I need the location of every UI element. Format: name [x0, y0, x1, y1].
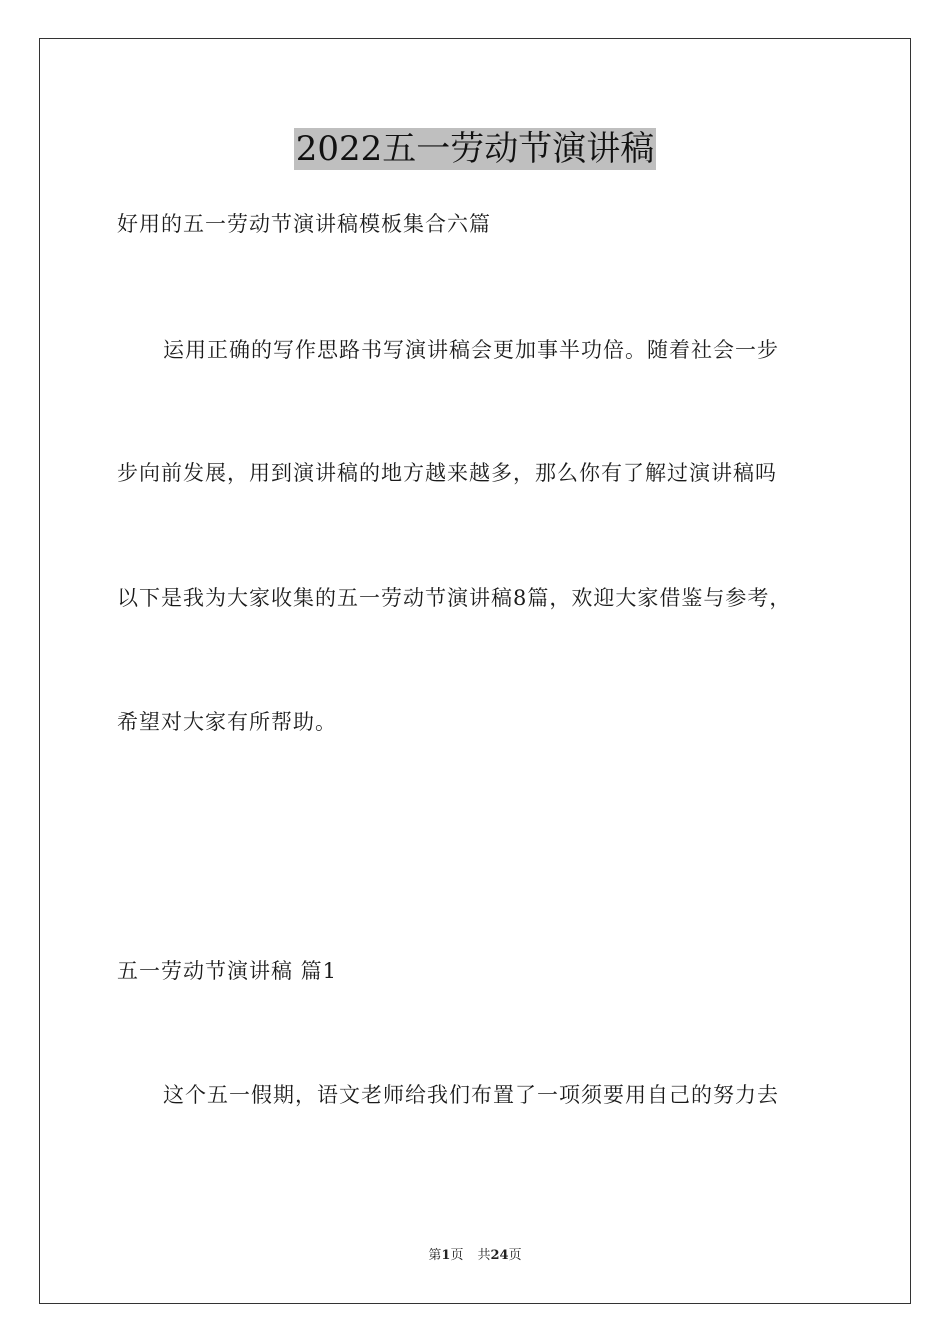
- footer-total-unit: 页: [508, 1248, 522, 1263]
- document-subtitle: 好用的五一劳动节演讲稿模板集合六篇: [117, 212, 491, 236]
- section-heading: 五一劳动节演讲稿 篇1: [117, 959, 338, 983]
- footer-page-prefix: 第: [428, 1248, 442, 1263]
- intro-line-1: 运用正确的写作思路书写演讲稿会更加事半功倍。随着社会一步: [163, 338, 779, 362]
- footer-total-pages: 24: [490, 1248, 509, 1263]
- title-container: [0, 128, 950, 170]
- section-line-1: 这个五一假期，语文老师给我们布置了一项须要用自己的努力去: [163, 1083, 779, 1107]
- intro-line-2: 步向前发展，用到演讲稿的地方越来越多，那么你有了解过演讲稿吗: [117, 461, 777, 485]
- footer-total-prefix: 共: [477, 1248, 491, 1263]
- intro-line-3: 以下是我为大家收集的五一劳动节演讲稿8篇，欢迎大家借鉴与参考，: [117, 586, 792, 610]
- footer-page-unit: 页: [450, 1248, 464, 1263]
- page-footer: [0, 1247, 950, 1265]
- intro-line-4: 希望对大家有所帮助。: [117, 710, 337, 734]
- document-title: 2022五一劳动节演讲稿: [295, 129, 655, 169]
- footer-page-current: 1: [441, 1248, 451, 1263]
